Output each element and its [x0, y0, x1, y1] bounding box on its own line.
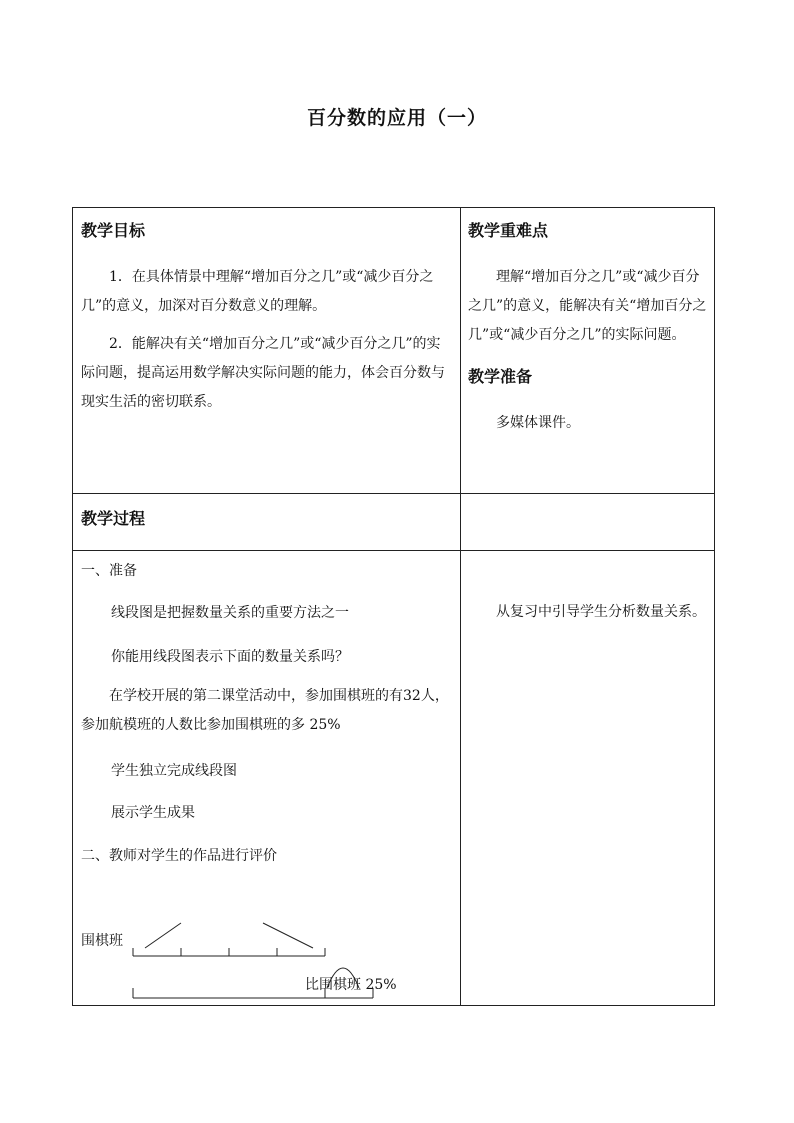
diagram-label-more: 比围棋班 25%	[305, 977, 397, 993]
lesson-table	[72, 207, 715, 1006]
key-points-text: 理解“增加百分之几”或“减少百分之几”的意义，能解决有关“增加百分之几”或“减少百分之几”的实际问题。	[468, 269, 707, 343]
objective-item: 2．能解决有关“增加百分之几”或“减少百分之几”的实际问题，提高运用数学解决实际问题的能力，体会百分数与现实生活的密切联系。	[81, 336, 445, 410]
extra-brace	[327, 968, 359, 988]
column-divider	[460, 208, 461, 1005]
line-segment-diagram	[73, 208, 460, 1007]
key-points-heading: 教学重难点	[468, 221, 549, 240]
key-points-cell	[468, 218, 711, 438]
process-line: 你能用线段图表示下面的数量关系吗？	[111, 649, 349, 665]
problem-text: 在学校开展的第二课堂活动中，参加围棋班的有32人，参加航模班的人数比参加围棋班的多 25%	[81, 688, 449, 733]
objective-item: 1．在具体情景中理解“增加百分之几”或“减少百分之几”的意义，加深对百分数意义的理解。	[81, 269, 434, 314]
section-heading: 二、教师对学生的作品进行评价	[81, 848, 277, 864]
process-line: 线段图是把握数量关系的重要方法之一	[111, 605, 349, 621]
diagram-label-go: 围棋班	[81, 933, 123, 949]
teacher-note: 从复习中引导学生分析数量关系。	[496, 604, 706, 620]
process-heading: 教学过程	[81, 509, 146, 528]
brace-left-stroke	[145, 923, 181, 948]
process-line: 展示学生成果	[111, 805, 195, 821]
objectives-heading: 教学目标	[81, 221, 146, 240]
brace-right-stroke	[263, 923, 313, 948]
preparation-text: 多媒体课件。	[496, 415, 580, 431]
process-line: 学生独立完成线段图	[111, 763, 237, 779]
page-title: 百分数的应用（一）	[306, 107, 487, 129]
section-heading: 一、准备	[81, 563, 137, 579]
preparation-heading: 教学准备	[468, 367, 533, 386]
